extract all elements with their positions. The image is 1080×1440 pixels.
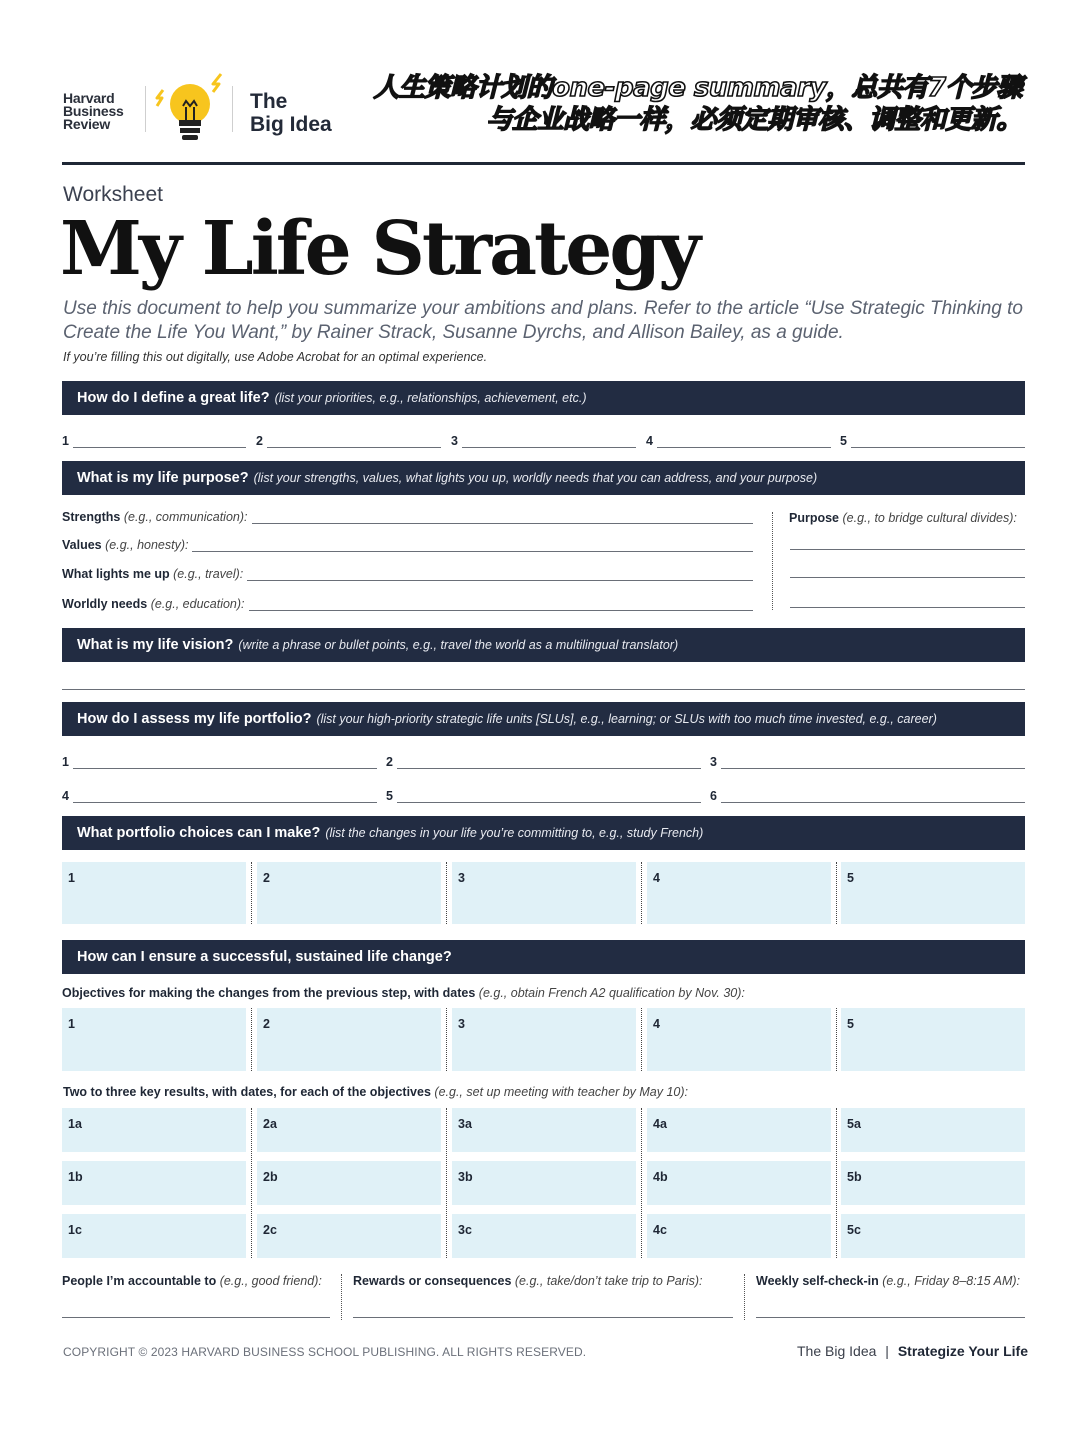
slu-field[interactable] [710,789,1025,803]
caption-line: 人生策略计划的one-page summary，总共有7个步骤 [373,73,1022,103]
logo-line: Review [63,116,111,132]
field-hint: (e.g., education): [150,597,245,611]
key-result-cell[interactable] [62,1214,246,1258]
checkin-label [756,1274,1020,1288]
lightbulb-icon [153,70,229,147]
section-title: How can I ensure a successful, sustained life change? [77,949,452,965]
divider [341,1274,342,1320]
accountable-label [62,1274,322,1288]
lights-me-up-field[interactable] [62,567,753,581]
section-header [62,381,1025,415]
cell-number: 4b [653,1170,668,1184]
line [721,758,1025,769]
line [249,600,753,611]
logo-line: Harvard [63,90,115,106]
field-number: 5 [840,434,847,448]
logo-line: Business [63,103,124,119]
line [192,541,753,552]
cell-number: 4c [653,1223,667,1237]
divider [772,512,773,610]
cell-number: 1 [68,871,75,885]
big-idea-line: Big Idea [250,113,332,136]
field-hint: (e.g., travel): [173,567,244,581]
logo-divider [232,86,233,132]
line [397,758,701,769]
logo-divider [145,86,146,132]
series-name: The Big Idea [797,1343,877,1359]
cell-number: 5a [847,1117,861,1131]
section-title: What is my life vision? [77,637,234,653]
field-label: Weekly self-check-in [756,1274,879,1288]
line [267,437,441,448]
divider [744,1274,745,1320]
hbr-logo [63,92,124,131]
key-result-cell[interactable] [647,1108,831,1152]
big-idea-line: The [250,90,288,113]
cell-number: 2a [263,1117,277,1131]
separator: | [885,1343,889,1359]
line [73,437,246,448]
copyright: COPYRIGHT © 2023 HARVARD BUSINESS SCHOOL PUBLISHING. ALL RIGHTS RESERVED. [63,1345,587,1359]
section-header [62,816,1025,850]
key-result-cell[interactable] [841,1108,1025,1152]
slu-field[interactable] [710,755,1025,769]
vision-line[interactable] [62,689,1025,690]
section-hint: (list the changes in your life you’re committing to, e.g., study French) [325,826,704,840]
cell-number: 1c [68,1223,82,1237]
line [252,513,754,524]
field-label: Two to three key results, with dates, for each of the objectives [63,1085,431,1099]
section-header [62,940,1025,974]
cell-number: 3c [458,1223,472,1237]
header-rule [62,162,1025,165]
section-title: What portfolio choices can I make? [77,825,321,841]
cell-divider [251,862,252,924]
key-result-cell[interactable] [452,1161,636,1205]
cell-number: 5b [847,1170,862,1184]
line [73,792,377,803]
article-name: Strategize Your Life [897,1343,1028,1359]
cell-divider [641,1108,642,1258]
priority-field[interactable] [840,434,1025,448]
purpose-line[interactable] [790,549,1025,550]
key-result-cell[interactable] [841,1161,1025,1205]
rewards-line[interactable] [353,1317,733,1318]
field-hint: (e.g., Friday 8–8:15 AM): [882,1274,1021,1288]
field-number: 1 [62,755,69,769]
slu-field[interactable] [386,789,701,803]
cell-divider [836,1108,837,1258]
key-result-cell[interactable] [257,1214,441,1258]
cell-number: 3b [458,1170,473,1184]
cell-divider [836,1008,837,1071]
field-hint: (e.g., to bridge cultural divides): [842,511,1017,525]
objectives-label [62,986,745,1000]
key-result-cell[interactable] [647,1161,831,1205]
purpose-line[interactable] [790,577,1025,578]
page-title: My Life Strategy [60,206,699,292]
cell-number: 4 [653,871,660,885]
field-number: 1 [62,434,69,448]
line [397,792,701,803]
field-number: 3 [710,755,717,769]
purpose-label [789,511,1017,525]
cell-number: 1a [68,1117,82,1131]
key-results-label [63,1085,688,1099]
objective-cell[interactable] [647,1008,831,1071]
slu-field[interactable] [62,755,377,769]
footer-series [797,1343,1028,1359]
key-result-cell[interactable] [62,1161,246,1205]
cell-number: 3a [458,1117,472,1131]
cell-number: 4 [653,1017,660,1031]
field-number: 2 [386,755,393,769]
cell-number: 1 [68,1017,75,1031]
field-hint: (e.g., good friend): [219,1274,322,1288]
priority-field[interactable] [256,434,441,448]
priority-field[interactable] [451,434,636,448]
line [462,437,636,448]
section-title: What is my life purpose? [77,470,249,486]
slu-field[interactable] [62,789,377,803]
section-hint: (write a phrase or bullet points, e.g., travel the world as a multilingual translator) [238,638,679,652]
field-label: Rewards or consequences [353,1274,512,1288]
field-label: Purpose [789,511,840,525]
cell-divider [251,1008,252,1071]
section-title: How do I assess my life portfolio? [77,711,312,727]
objective-cell[interactable] [452,1008,636,1071]
cell-divider [641,862,642,924]
cell-number: 5 [847,1017,854,1031]
cell-number: 4a [653,1117,667,1131]
cell-divider [251,1108,252,1258]
key-result-cell[interactable] [452,1108,636,1152]
section-header [62,628,1025,662]
line [247,570,753,581]
objective-cell[interactable] [62,1008,246,1071]
field-label: Strengths [62,510,121,524]
section-header [62,702,1025,736]
key-result-cell[interactable] [257,1161,441,1205]
cell-number: 2 [263,1017,270,1031]
cell-divider [446,862,447,924]
purpose-line[interactable] [790,607,1025,608]
section-hint: (list your priorities, e.g., relationships, achievement, etc.) [274,391,587,405]
cell-number: 2 [263,871,270,885]
choice-cell[interactable] [841,862,1025,924]
section-title: How do I define a great life? [77,390,270,406]
caption-overlay [374,72,1022,136]
choice-cell[interactable] [647,862,831,924]
key-result-cell[interactable] [452,1214,636,1258]
choice-cell[interactable] [452,862,636,924]
field-label: People I’m accountable to [62,1274,217,1288]
field-number: 4 [646,434,653,448]
field-hint: (e.g., obtain French A2 qualification by Nov. 30): [478,986,745,1000]
priority-field[interactable] [646,434,831,448]
field-label: What lights me up [62,567,170,581]
field-hint: (e.g., set up meeting with teacher by May 10): [434,1085,689,1099]
field-hint: (e.g., take/don’t take trip to Paris): [514,1274,703,1288]
choice-cell[interactable] [62,862,246,924]
big-idea-wordmark [250,90,332,136]
accountable-line[interactable] [62,1317,330,1318]
cell-number: 5c [847,1223,861,1237]
digital-note: If you’re filling this out digitally, use Adobe Acrobat for an optimal experience. [63,350,488,364]
field-hint: (e.g., honesty): [105,538,189,552]
key-result-cell[interactable] [62,1108,246,1152]
cell-divider [446,1108,447,1258]
line [657,437,831,448]
choice-cell[interactable] [257,862,441,924]
worldly-needs-field[interactable] [62,597,753,611]
objective-cell[interactable] [841,1008,1025,1071]
values-field[interactable] [62,538,753,552]
field-label: Objectives for making the changes from the previous step, with dates [62,986,476,1000]
caption-line: 与企业战略一样，必须定期审核、调整和更新。 [486,105,1022,135]
cell-number: 3 [458,871,465,885]
cell-number: 2b [263,1170,278,1184]
cell-divider [641,1008,642,1071]
strengths-field[interactable] [62,510,753,524]
key-result-cell[interactable] [257,1108,441,1152]
field-number: 6 [710,789,717,803]
section-hint: (list your strengths, values, what lights you up, worldly needs that you can address, and your purpose) [253,471,818,485]
field-number: 4 [62,789,69,803]
field-hint: (e.g., communication): [123,510,248,524]
cell-divider [836,862,837,924]
cell-divider [446,1008,447,1071]
line [721,792,1025,803]
line [73,758,377,769]
checkin-line[interactable] [756,1317,1025,1318]
field-label: Values [62,538,102,552]
section-header [62,461,1025,495]
key-result-cell[interactable] [647,1214,831,1258]
field-number: 2 [256,434,263,448]
key-result-cell[interactable] [841,1214,1025,1258]
line [851,437,1025,448]
field-number: 3 [451,434,458,448]
section-hint: (list your high-priority strategic life units [SLUs], e.g., learning; or SLUs with too much time invested, e.g., career) [316,712,937,726]
intro-text: Use this document to help you summarize your ambitions and plans. Refer to the article “Use Strategic Thinking to Create the Life You Want,” by Rainer Strack, Susanne Dyrchs, and Allison Bailey, as a guide. [63,298,1023,343]
rewards-label [353,1274,702,1288]
cell-number: 2c [263,1223,277,1237]
cell-number: 1b [68,1170,83,1184]
objective-cell[interactable] [257,1008,441,1071]
cell-number: 3 [458,1017,465,1031]
field-number: 5 [386,789,393,803]
cell-number: 5 [847,871,854,885]
priority-field[interactable] [62,434,246,448]
slu-field[interactable] [386,755,701,769]
field-label: Worldly needs [62,597,148,611]
kicker: Worksheet [63,183,163,206]
